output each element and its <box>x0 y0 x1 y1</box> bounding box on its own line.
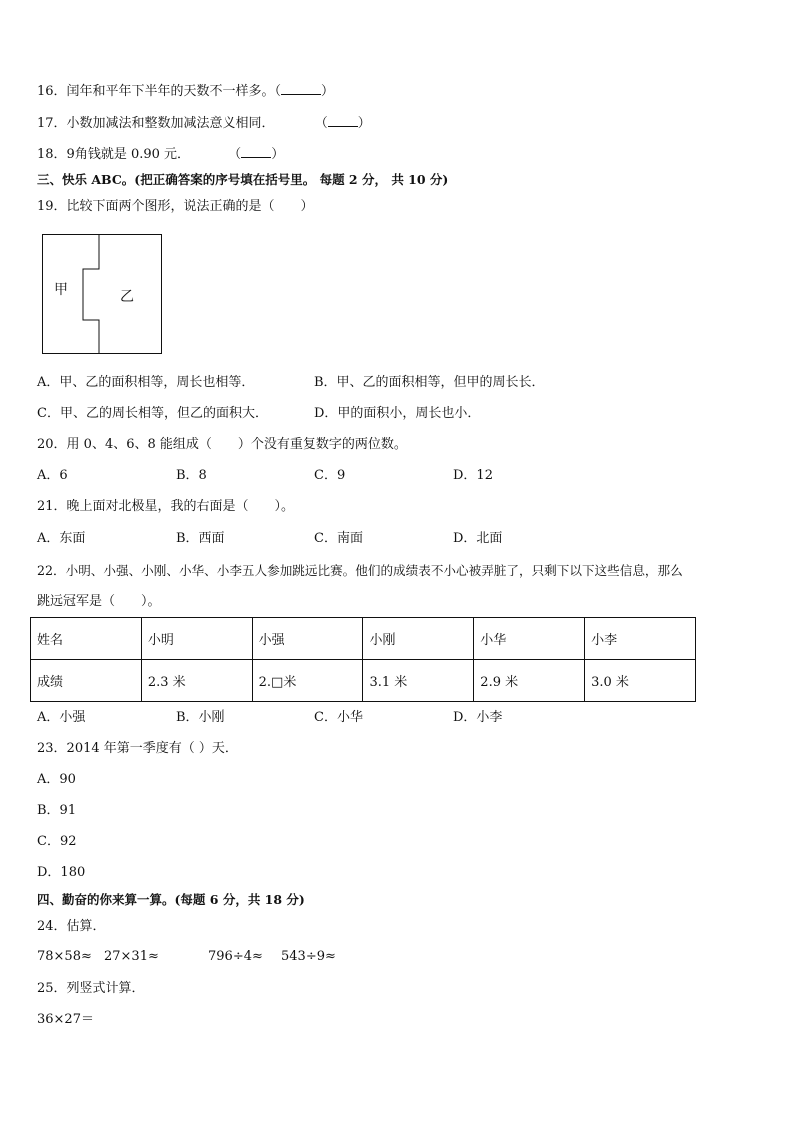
figure-label-yi: 乙 <box>120 289 134 305</box>
question-19-option-b[interactable]: B．甲、乙的面积相等，但甲的周长长． <box>314 375 545 390</box>
question-18-text: 18．9角钱就是 0.90 元． <box>37 147 191 162</box>
table-cell: 小李 <box>585 618 696 660</box>
question-21-option-d[interactable]: D．北面 <box>453 531 503 546</box>
question-20-option-c[interactable]: C．9 <box>314 468 346 483</box>
table-cell: 小刚 <box>363 618 474 660</box>
table-cell: 小明 <box>141 618 252 660</box>
section-4-heading: 四、勤奋的你来算一算。(每题 6 分，共 18 分) <box>37 892 305 907</box>
question-16: 16．闰年和平年下半年的天数不一样多。（ ） <box>37 84 335 99</box>
question-19-option-a[interactable]: A．甲、乙的面积相等，周长也相等． <box>37 375 255 390</box>
estimate-item: 27×31≈ <box>104 949 159 964</box>
vertical-calc-item: 36×27＝ <box>37 1012 94 1027</box>
question-21-option-c[interactable]: C．南面 <box>314 531 363 546</box>
question-20-option-d[interactable]: D．12 <box>453 468 493 483</box>
table-cell: 3.0 米 <box>585 660 696 702</box>
answer-blank-18[interactable] <box>241 145 271 158</box>
question-19-text: 19．比较下面两个图形，说法正确的是（ ） <box>37 199 314 214</box>
question-22-option-b[interactable]: B．小刚 <box>176 710 225 725</box>
table-cell: 2.9 米 <box>474 660 585 702</box>
question-23-option-b[interactable]: B．91 <box>37 803 77 818</box>
table-cell: 小华 <box>474 618 585 660</box>
question-17: 17．小数加减法和整数加减法意义相同． （ ） <box>37 116 371 131</box>
question-20-option-a[interactable]: A．6 <box>37 468 68 483</box>
question-22-option-d[interactable]: D．小李 <box>453 710 503 725</box>
question-23-text: 23．2014 年第一季度有（ ）天． <box>37 741 238 756</box>
long-jump-score-table <box>30 617 696 702</box>
table-cell: 3.1 米 <box>363 660 474 702</box>
table-row <box>31 660 696 702</box>
question-18: 18．9角钱就是 0.90 元． （ ） <box>37 147 285 162</box>
question-20-option-b[interactable]: B．8 <box>176 468 207 483</box>
question-21-option-a[interactable]: A．东面 <box>37 531 86 546</box>
question-20-text: 20．用 0、4、6、8 能组成（ ）个没有重复数字的两位数。 <box>37 437 407 452</box>
question-22-text-line2: 跳远冠军是（ ）。 <box>37 594 161 609</box>
answer-blank-16[interactable] <box>281 82 321 95</box>
question-24-text: 24．估算． <box>37 919 106 934</box>
question-16-text: 16．闰年和平年下半年的天数不一样多。（ <box>37 84 282 99</box>
table-cell: 成绩 <box>31 660 142 702</box>
question-22-text-line1: 22．小明、小强、小刚、小华、小李五人参加跳远比赛。他们的成绩表不小心被弄脏了，只剩下以下这些信息，那么 <box>37 563 683 578</box>
table-cell: 小强 <box>252 618 363 660</box>
question-23-option-a[interactable]: A．90 <box>37 772 76 787</box>
question-25-text: 25．列竖式计算． <box>37 981 145 996</box>
question-19-option-c[interactable]: C．甲、乙的周长相等，但乙的面积大． <box>37 406 268 421</box>
table-cell: 2.□米 <box>252 660 363 702</box>
question-22-option-a[interactable]: A．小强 <box>37 710 86 725</box>
table-row <box>31 618 696 660</box>
answer-blank-17[interactable] <box>328 114 358 127</box>
question-21-text: 21．晚上面对北极星，我的右面是（ ）。 <box>37 499 295 514</box>
question-19-option-d[interactable]: D．甲的面积小，周长也小． <box>314 406 481 421</box>
question-21-option-b[interactable]: B．西面 <box>176 531 225 546</box>
estimate-item: 543÷9≈ <box>281 949 336 964</box>
figure-label-jia: 甲 <box>54 282 68 298</box>
estimate-item: 796÷4≈ <box>208 949 263 964</box>
table-cell: 2.3 米 <box>141 660 252 702</box>
question-17-text: 17．小数加减法和整数加减法意义相同． <box>37 116 275 131</box>
section-3-heading: 三、快乐 ABC。(把正确答案的序号填在括号里。 每题 2 分， 共 10 分) <box>37 172 449 187</box>
question-23-option-c[interactable]: C．92 <box>37 834 77 849</box>
table-cell: 姓名 <box>31 618 142 660</box>
estimate-item: 78×58≈ <box>37 949 92 964</box>
question-23-option-d[interactable]: D．180 <box>37 865 86 880</box>
question-22-option-c[interactable]: C．小华 <box>314 710 363 725</box>
shape-comparison-figure <box>42 234 162 354</box>
